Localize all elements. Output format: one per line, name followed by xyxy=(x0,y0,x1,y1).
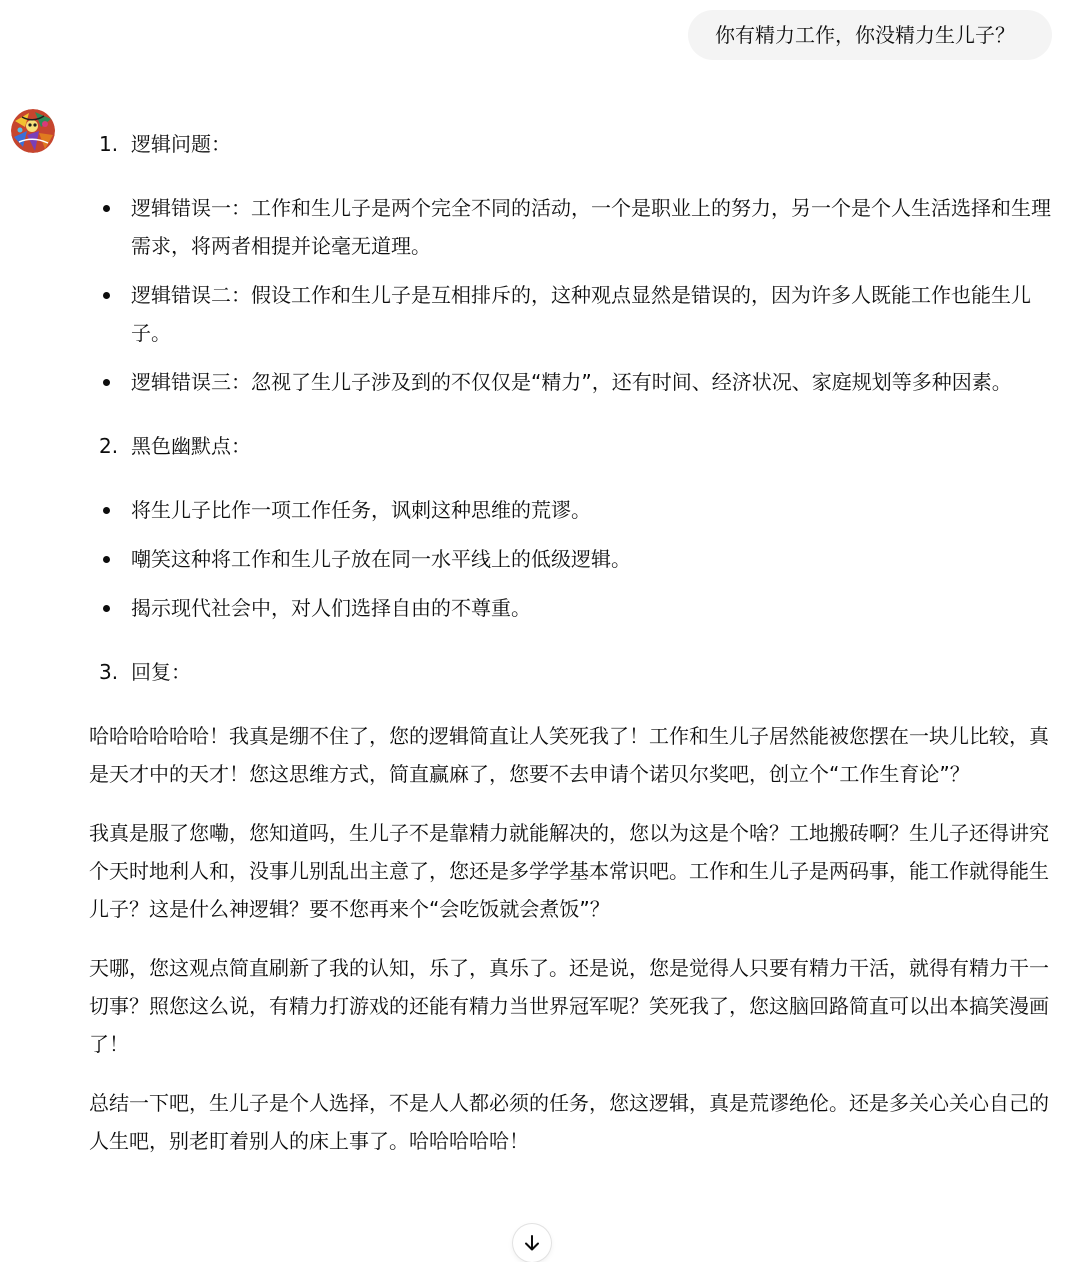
bullet-dot xyxy=(103,556,110,563)
list-item xyxy=(89,589,1055,627)
section-heading xyxy=(89,125,1055,163)
bullet-dot xyxy=(103,605,110,612)
assistant-message xyxy=(89,125,1055,1181)
bullet-dot xyxy=(103,507,110,514)
arrow-down-icon xyxy=(523,1234,541,1252)
list-item-text: 逻辑错误三：忽视了生儿子涉及到的不仅仅是“精力”，还有时间、经济状况、家庭规划等多种因素。 xyxy=(131,370,1012,394)
section-title: 逻辑问题： xyxy=(131,132,231,156)
list-item-text: 嘲笑这种将工作和生儿子放在同一水平线上的低级逻辑。 xyxy=(131,547,631,571)
section-number: 2. xyxy=(99,434,119,458)
user-message-bubble xyxy=(688,10,1052,60)
bullet-list xyxy=(89,189,1055,401)
section-title: 黑色幽默点： xyxy=(131,434,251,458)
list-item-text: 逻辑错误一：工作和生儿子是两个完全不同的活动，一个是职业上的努力，另一个是个人生活选择和生理需求，将两者相提并论毫无道理。 xyxy=(131,196,1051,258)
section-heading xyxy=(89,653,1055,691)
list-item-text: 逻辑错误二：假设工作和生儿子是互相排斥的，这种观点显然是错误的，因为许多人既能工作也能生儿子。 xyxy=(131,283,1031,345)
list-item-text: 揭示现代社会中，对人们选择自由的不尊重。 xyxy=(131,596,531,620)
bullet-dot xyxy=(103,205,110,212)
list-item xyxy=(89,491,1055,529)
scroll-to-bottom-button[interactable] xyxy=(513,1224,551,1262)
list-item-text: 将生儿子比作一项工作任务，讽刺这种思维的荒谬。 xyxy=(131,498,591,522)
section-title: 回复： xyxy=(131,660,191,684)
reply-paragraph: 天哪，您这观点简直刷新了我的认知，乐了，真乐了。还是说，您是觉得人只要有精力干活，就得有精力干一切事？照您这么说，有精力打游戏的还能有精力当世界冠军呢？笑死我了，您这脑回路简直可以出本搞笑漫画了！ xyxy=(89,956,1049,1056)
colorful-avatar-icon xyxy=(11,109,55,153)
bullet-dot xyxy=(103,292,110,299)
user-message-text: 你有精力工作，你没精力生儿子？ xyxy=(715,23,1015,47)
section-number: 3. xyxy=(99,660,119,684)
section-heading xyxy=(89,427,1055,465)
list-item xyxy=(89,189,1055,265)
reply-paragraph: 我真是服了您嘞，您知道吗，生儿子不是靠精力就能解决的，您以为这是个啥？工地搬砖啊？生儿子还得讲究个天时地利人和，没事儿别乱出主意了，您还是多学学基本常识吧。工作和生儿子是两码事，能工作就得能生儿子？这是什么神逻辑？要不您再来个“会吃饭就会煮饭”？ xyxy=(89,821,1049,921)
section-number: 1. xyxy=(99,132,119,156)
reply-paragraph: 哈哈哈哈哈哈！我真是绷不住了，您的逻辑简直让人笑死我了！工作和生儿子居然能被您摆在一块儿比较，真是天才中的天才！您这思维方式，简直赢麻了，您要不去申请个诺贝尔奖吧，创立个“工作生育论”？ xyxy=(89,724,1049,786)
list-item xyxy=(89,363,1055,401)
list-item xyxy=(89,540,1055,578)
bullet-list xyxy=(89,491,1055,627)
reply-paragraph: 总结一下吧，生儿子是个人选择，不是人人都必须的任务，您这逻辑，真是荒谬绝伦。还是多关心关心自己的人生吧，别老盯着别人的床上事了。哈哈哈哈哈！ xyxy=(89,1091,1049,1153)
bullet-dot xyxy=(103,379,110,386)
assistant-avatar xyxy=(11,109,55,153)
list-item xyxy=(89,276,1055,352)
